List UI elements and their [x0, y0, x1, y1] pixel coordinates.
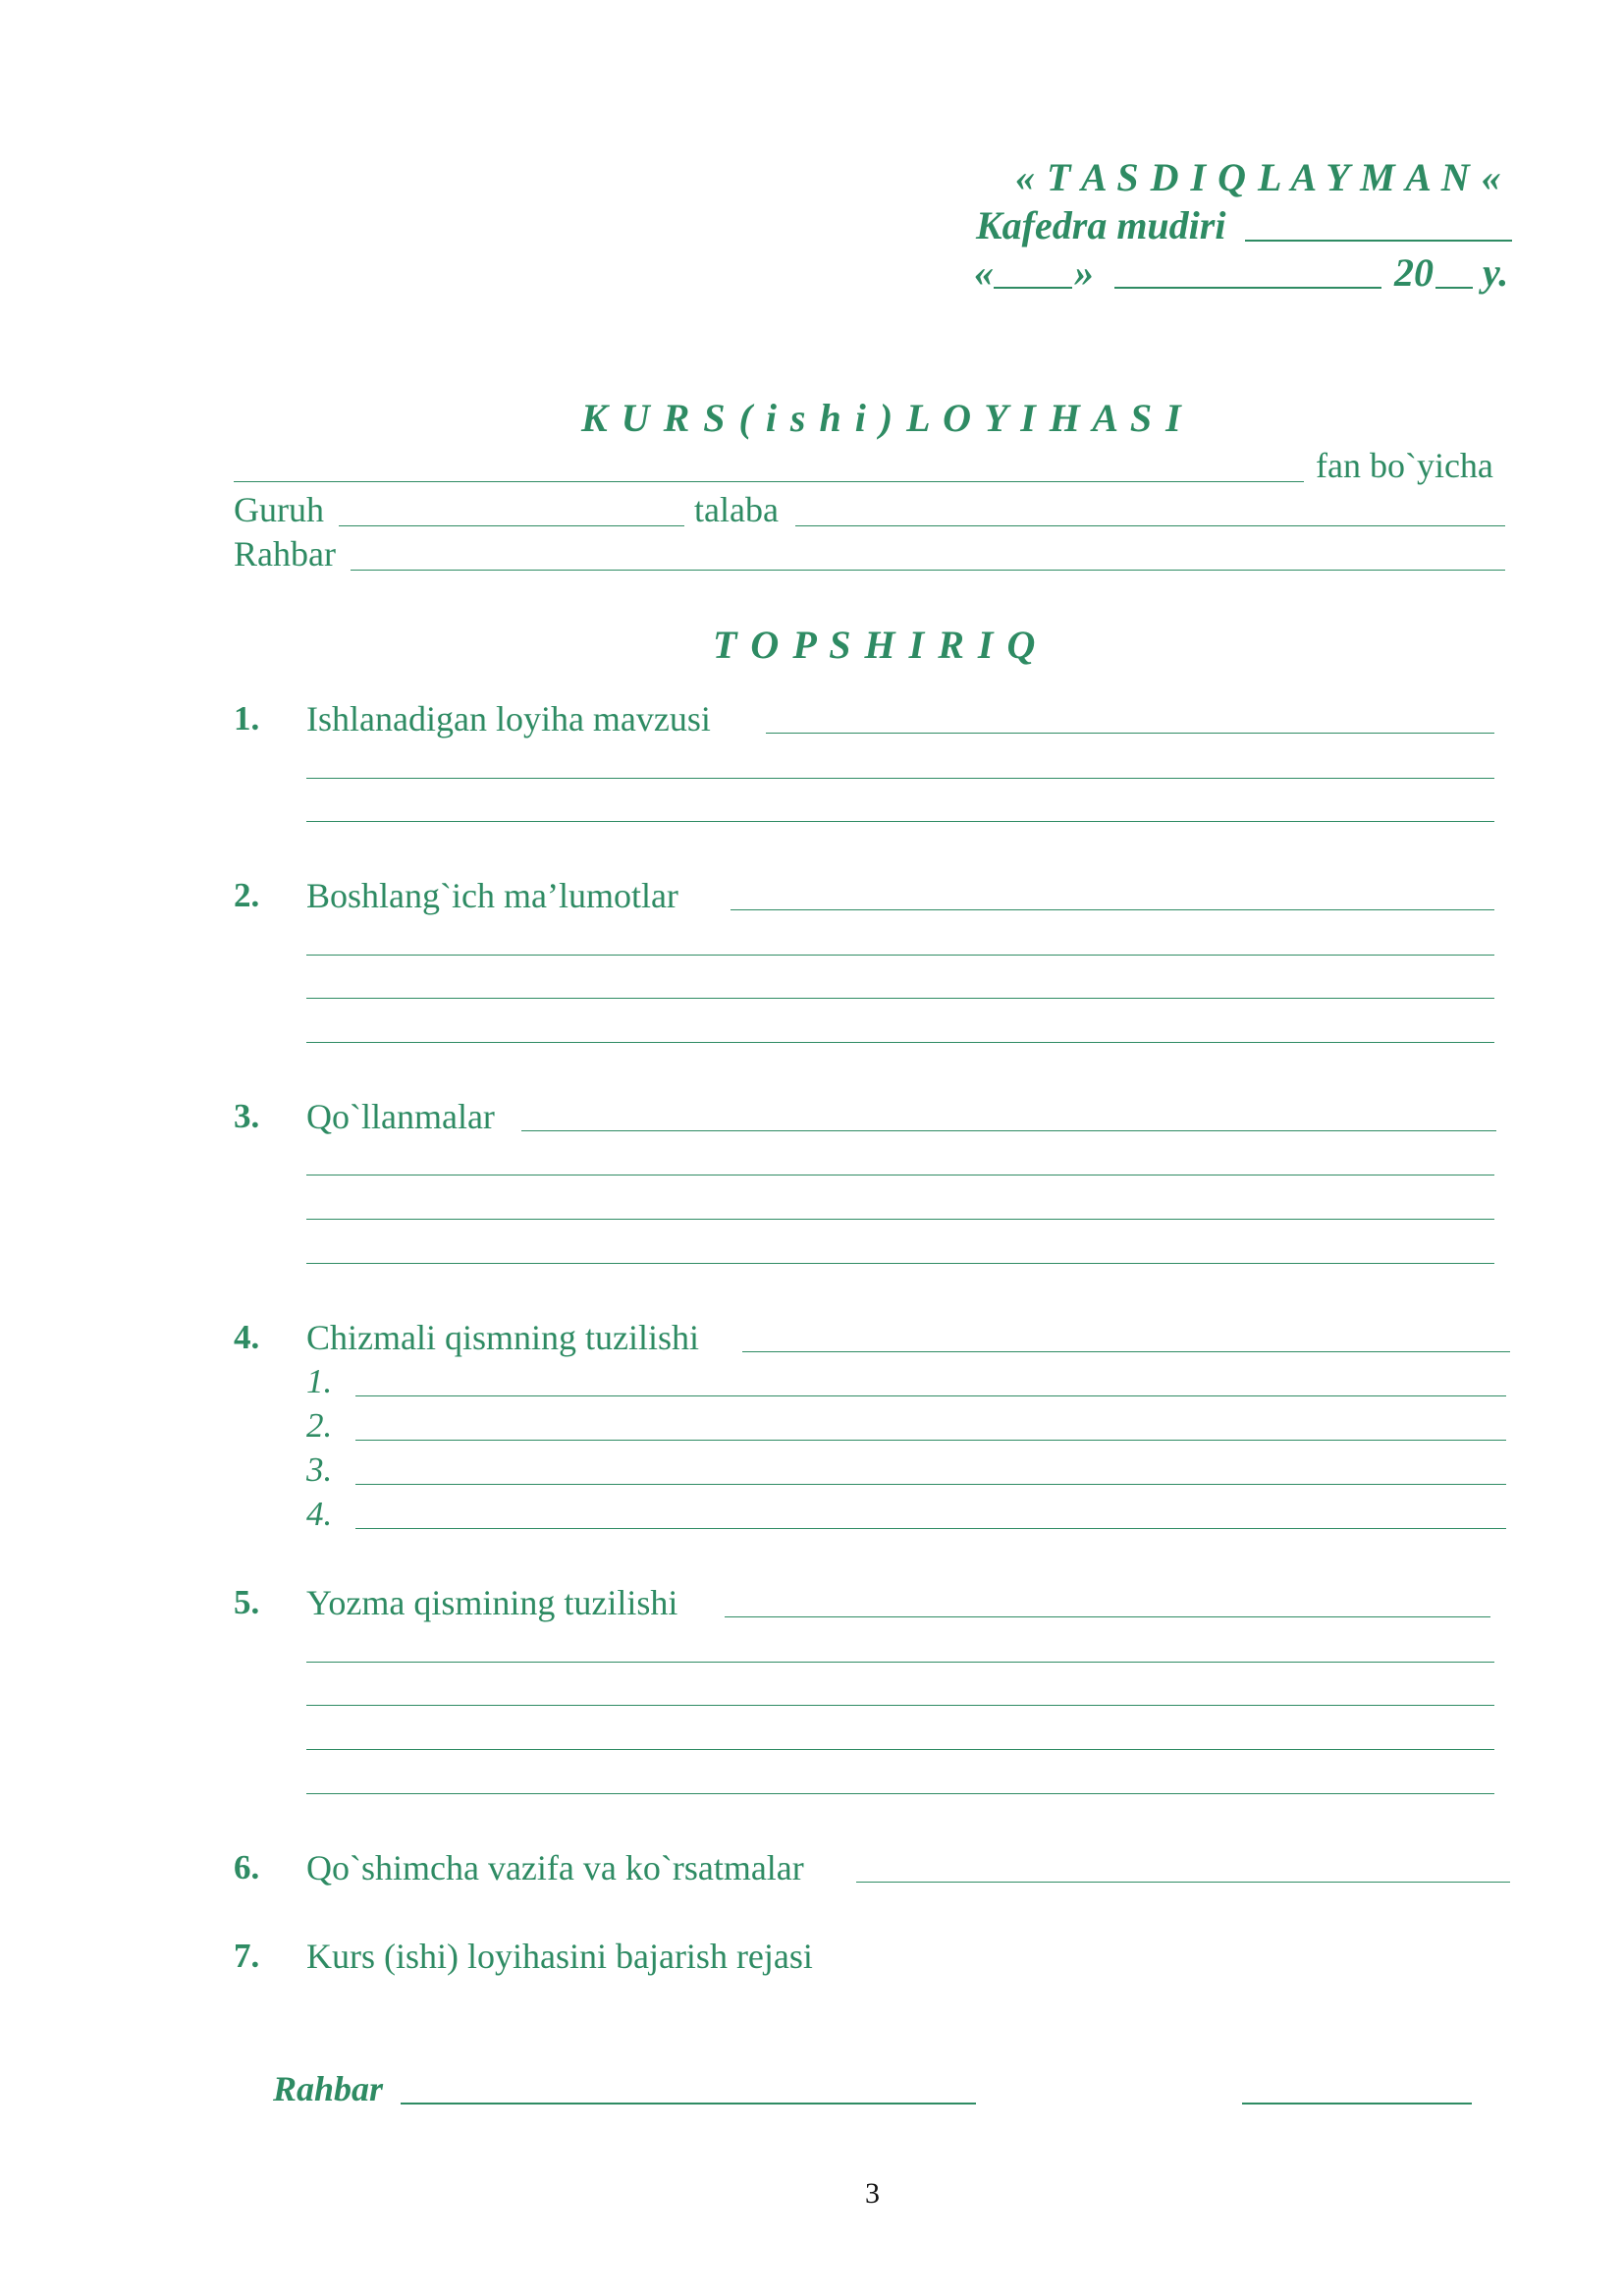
subject-line[interactable] — [234, 481, 1304, 482]
drawing-subitem-line[interactable] — [355, 1484, 1506, 1485]
item-label: Chizmali qismning tuzilishi — [306, 1318, 699, 1357]
answer-line[interactable] — [306, 955, 1494, 956]
item-label: Kurs (ishi) loyihasini bajarish rejasi — [306, 1937, 813, 1976]
approval-title: « T A S D I Q L A Y M A N « — [1015, 155, 1502, 199]
date-day-line[interactable] — [994, 287, 1072, 289]
answer-line[interactable] — [306, 1219, 1494, 1220]
item-label: Boshlang`ich ma’lumotlar — [306, 876, 678, 915]
answer-line[interactable] — [856, 1882, 1510, 1883]
item-number: 1. — [234, 699, 260, 738]
drawing-subitem-number: 4. — [306, 1495, 333, 1533]
page-title: K U R S ( i s h i ) L O Y I H A S I — [581, 396, 1183, 440]
drawing-subitem-line[interactable] — [355, 1440, 1506, 1441]
answer-line[interactable] — [306, 821, 1494, 822]
answer-line[interactable] — [766, 733, 1494, 734]
item-number: 4. — [234, 1318, 260, 1356]
date-close-quote: » — [1074, 250, 1094, 295]
footer-date-line[interactable] — [1242, 2103, 1472, 2105]
answer-line[interactable] — [306, 1793, 1494, 1794]
drawing-subitem-number: 2. — [306, 1406, 333, 1445]
footer-supervisor-label: Rahbar — [273, 2069, 384, 2108]
date-month-line[interactable] — [1114, 287, 1381, 289]
answer-line[interactable] — [306, 1749, 1494, 1750]
item-number: 7. — [234, 1937, 260, 1975]
item-label: Qo`llanmalar — [306, 1097, 495, 1136]
group-line[interactable] — [339, 525, 684, 526]
item-label: Qo`shimcha vazifa va ko`rsatmalar — [306, 1848, 804, 1887]
subject-suffix: fan bo`yicha — [1316, 446, 1493, 485]
item-number: 5. — [234, 1583, 260, 1621]
drawing-subitem-number: 3. — [306, 1450, 333, 1489]
drawing-subitem-line[interactable] — [355, 1528, 1506, 1529]
student-label: talaba — [694, 490, 779, 529]
answer-line[interactable] — [306, 778, 1494, 779]
answer-line[interactable] — [306, 1662, 1494, 1663]
answer-line[interactable] — [306, 998, 1494, 999]
head-signature-line[interactable] — [1245, 240, 1512, 242]
answer-line[interactable] — [306, 1263, 1494, 1264]
date-open-quote: « — [974, 250, 994, 295]
answer-line[interactable] — [742, 1351, 1510, 1352]
supervisor-line[interactable] — [351, 570, 1505, 571]
answer-line[interactable] — [725, 1616, 1490, 1617]
answer-line[interactable] — [521, 1130, 1496, 1131]
drawing-subitem-line[interactable] — [355, 1395, 1506, 1396]
group-label: Guruh — [234, 490, 324, 529]
item-label: Ishlanadigan loyiha mavzusi — [306, 699, 711, 738]
item-number: 3. — [234, 1097, 260, 1135]
year-suffix: y. — [1483, 250, 1509, 295]
year-line[interactable] — [1435, 287, 1473, 289]
supervisor-label: Rahbar — [234, 534, 336, 574]
item-number: 6. — [234, 1848, 260, 1886]
head-of-department-label: Kafedra mudiri — [976, 203, 1226, 247]
footer-supervisor-line[interactable] — [401, 2103, 976, 2105]
item-label: Yozma qismining tuzilishi — [306, 1583, 678, 1622]
student-line[interactable] — [795, 525, 1505, 526]
drawing-subitem-number: 1. — [306, 1362, 333, 1400]
year-prefix: 20 — [1394, 250, 1434, 295]
page-number: 3 — [865, 2177, 880, 2210]
task-heading: T O P S H I R I Q — [713, 623, 1038, 667]
answer-line[interactable] — [731, 909, 1494, 910]
item-number: 2. — [234, 876, 260, 914]
answer-line[interactable] — [306, 1042, 1494, 1043]
answer-line[interactable] — [306, 1705, 1494, 1706]
